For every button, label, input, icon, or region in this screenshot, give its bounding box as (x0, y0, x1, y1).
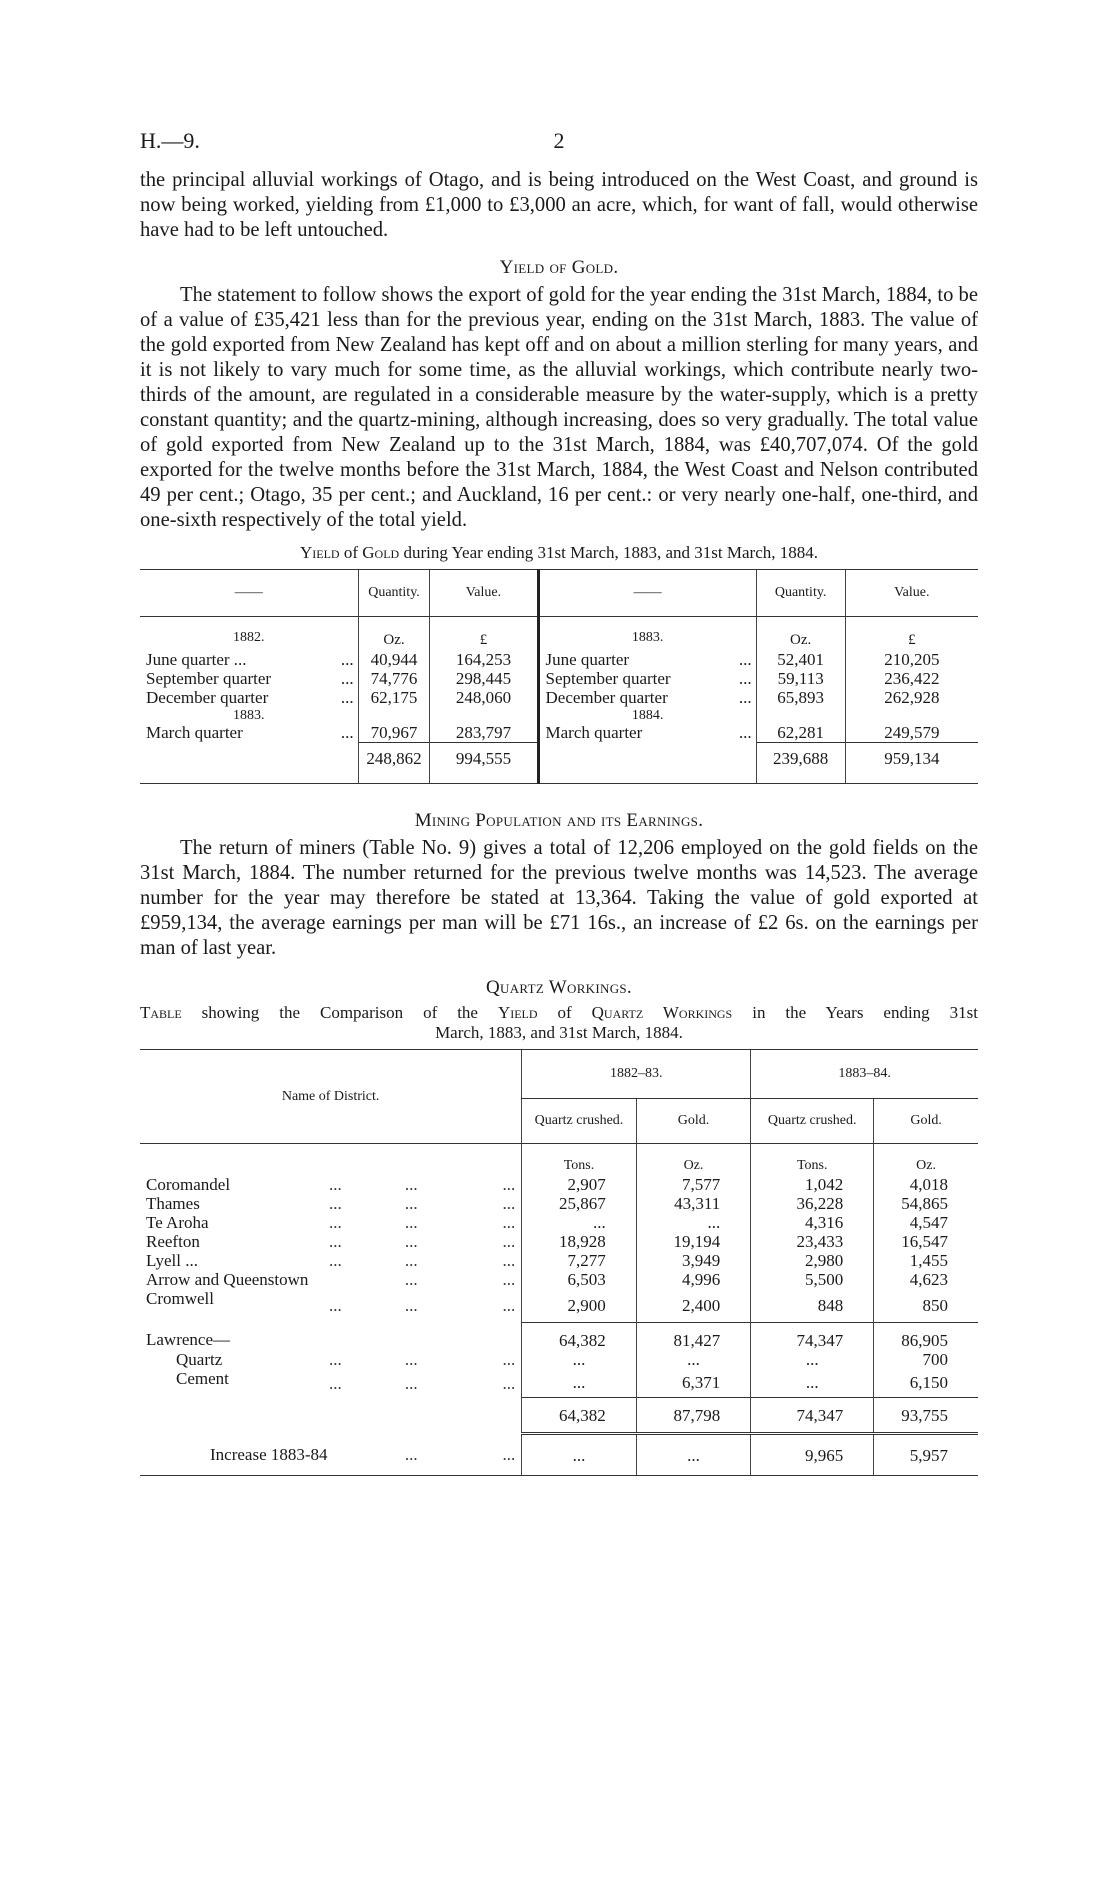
increase-row: Increase 1883-84 ... ... ... ... 9,965 5,957 (140, 1434, 978, 1476)
column-header-quantity: Quantity. (358, 570, 430, 617)
column-header-label: —— (140, 570, 358, 617)
table-row: 1882. Oz. £ 1883. Oz. £ (140, 617, 978, 651)
document-reference: H.—9. (140, 128, 200, 153)
table-row: Cromwell ... ... ... 2,900 2,400 848 850 (140, 1289, 978, 1322)
column-header-value: Value. (430, 570, 538, 617)
column-header-value: Value. (845, 570, 978, 617)
table-total-row: 248,862 994,555 239,688 959,134 (140, 743, 978, 784)
table-row: Coromandel ... ... ... 2,907 7,577 1,042 4,018 (140, 1175, 978, 1194)
table-row: Te Aroha ... ... ... ... ... 4,316 4,547 (140, 1213, 978, 1232)
yield-of-gold-table (140, 569, 978, 784)
quartz-table-caption: Table showing the Comparison of the Yield of Quartz Workings in the Years ending 31st March, 1883, and 31st March, 1884. (140, 1003, 978, 1042)
document-page (140, 128, 978, 1476)
column-header-quartz-crushed: Quartz crushed. (522, 1099, 636, 1144)
table-row: September quarter ... 74,776 298,445 September quarter ... 59,113 236,422 (140, 669, 978, 688)
table-header-row (140, 1050, 978, 1099)
table-row: Thames ... ... ... 25,867 43,311 36,228 54,865 (140, 1194, 978, 1213)
column-header-gold: Gold. (874, 1099, 978, 1144)
table-row: Cement ... ... ... ... 6,371 ... 6,150 (140, 1369, 978, 1398)
column-header-quantity: Quantity. (756, 570, 845, 617)
table-row: Arrow and Queenstown ... ... 6,503 4,996 5,500 4,623 (140, 1270, 978, 1289)
table-row: Lyell ... ... ... ... 7,277 3,949 2,980 1,455 (140, 1251, 978, 1270)
table-row: 1883. 1884. (140, 707, 978, 723)
column-header-1883-84: 1883–84. (751, 1050, 978, 1099)
column-header-1882-83: 1882–83. (522, 1050, 751, 1099)
table-row: March quarter ... 70,967 283,797 March quarter ... 62,281 249,579 (140, 723, 978, 743)
mining-population-paragraph: The return of miners (Table No. 9) gives a total of 12,206 employed on the gold fields on the 31st March, 1884. The number returned for the previous twelve months was 14,523. The average number for the year may therefore be stated at 13,364. Taking the value of gold exported at £959,134, the average earnings per man will be £71 16s., an increase of £2 6s. on the earnings per man of last year. (140, 837, 978, 959)
quartz-workings-table (140, 1049, 978, 1476)
quartz-workings-heading: Quartz Workings. (486, 977, 632, 998)
table-row: June quarter ... ... 40,944 164,253 June quarter ... 52,401 210,205 (140, 650, 978, 669)
yield-of-gold-heading: Yield of Gold. (499, 257, 619, 278)
page-number: 2 (553, 128, 565, 153)
column-header-district: Name of District. (140, 1050, 522, 1144)
table-row: Reefton ... ... ... 18,928 19,194 23,433 16,547 (140, 1232, 978, 1251)
table-row: December quarter ... 62,175 248,060 December quarter ... 65,893 262,928 (140, 688, 978, 707)
table-total-row: 64,382 87,798 74,347 93,755 (140, 1398, 978, 1434)
intro-paragraph: the principal alluvial workings of Otago, and is being introduced on the West Coast, and ground is now being worked, yielding from £1,000 to £3,000 an acre, which, for want of fall, would otherwise have had to be left untouched. (140, 169, 978, 241)
table-header-row (140, 570, 978, 617)
page-header (140, 128, 978, 168)
yield-of-gold-paragraph: The statement to follow shows the export of gold for the year ending the 31st March, 1884, to be of a value of £35,421 less than for the previous year, ending on the 31st March, 1883. The value of the gold exported from New Zealand has kept off and on about a million sterling for many years, and it is not likely to vary much for some time, as the alluvial workings, which contribute nearly two-thirds of the amount, are regulated in a considerable measure by the water-supply, which is a pretty constant quantity; and the quartz-mining, although increasing, does so very gradually. The total value of gold exported from New Zealand up to the 31st March, 1884, was £40,707,074. Of the gold exported for the twelve months before the 31st March, 1884, the West Coast and Nelson contributed 49 per cent.; Otago, 35 per cent.; and Auckland, 16 per cent.: or very nearly one-half, one-third, and one-sixth respectively of the total yield. (140, 284, 978, 531)
table-row: Quartz ... ... ... ... ... ... 700 (140, 1350, 978, 1369)
mining-population-heading: Mining Population and its Earnings. (414, 810, 704, 831)
yield-table-caption: Yield of Gold during Year ending 31st March, 1883, and 31st March, 1884. (299, 543, 819, 562)
column-header-label: —— (538, 570, 756, 617)
column-header-gold: Gold. (636, 1099, 750, 1144)
units-row: Tons. Oz. Tons. Oz. (140, 1144, 978, 1176)
column-header-quartz-crushed: Quartz crushed. (751, 1099, 874, 1144)
subtotal-row: Lawrence— 64,382 81,427 74,347 86,905 (140, 1322, 978, 1350)
